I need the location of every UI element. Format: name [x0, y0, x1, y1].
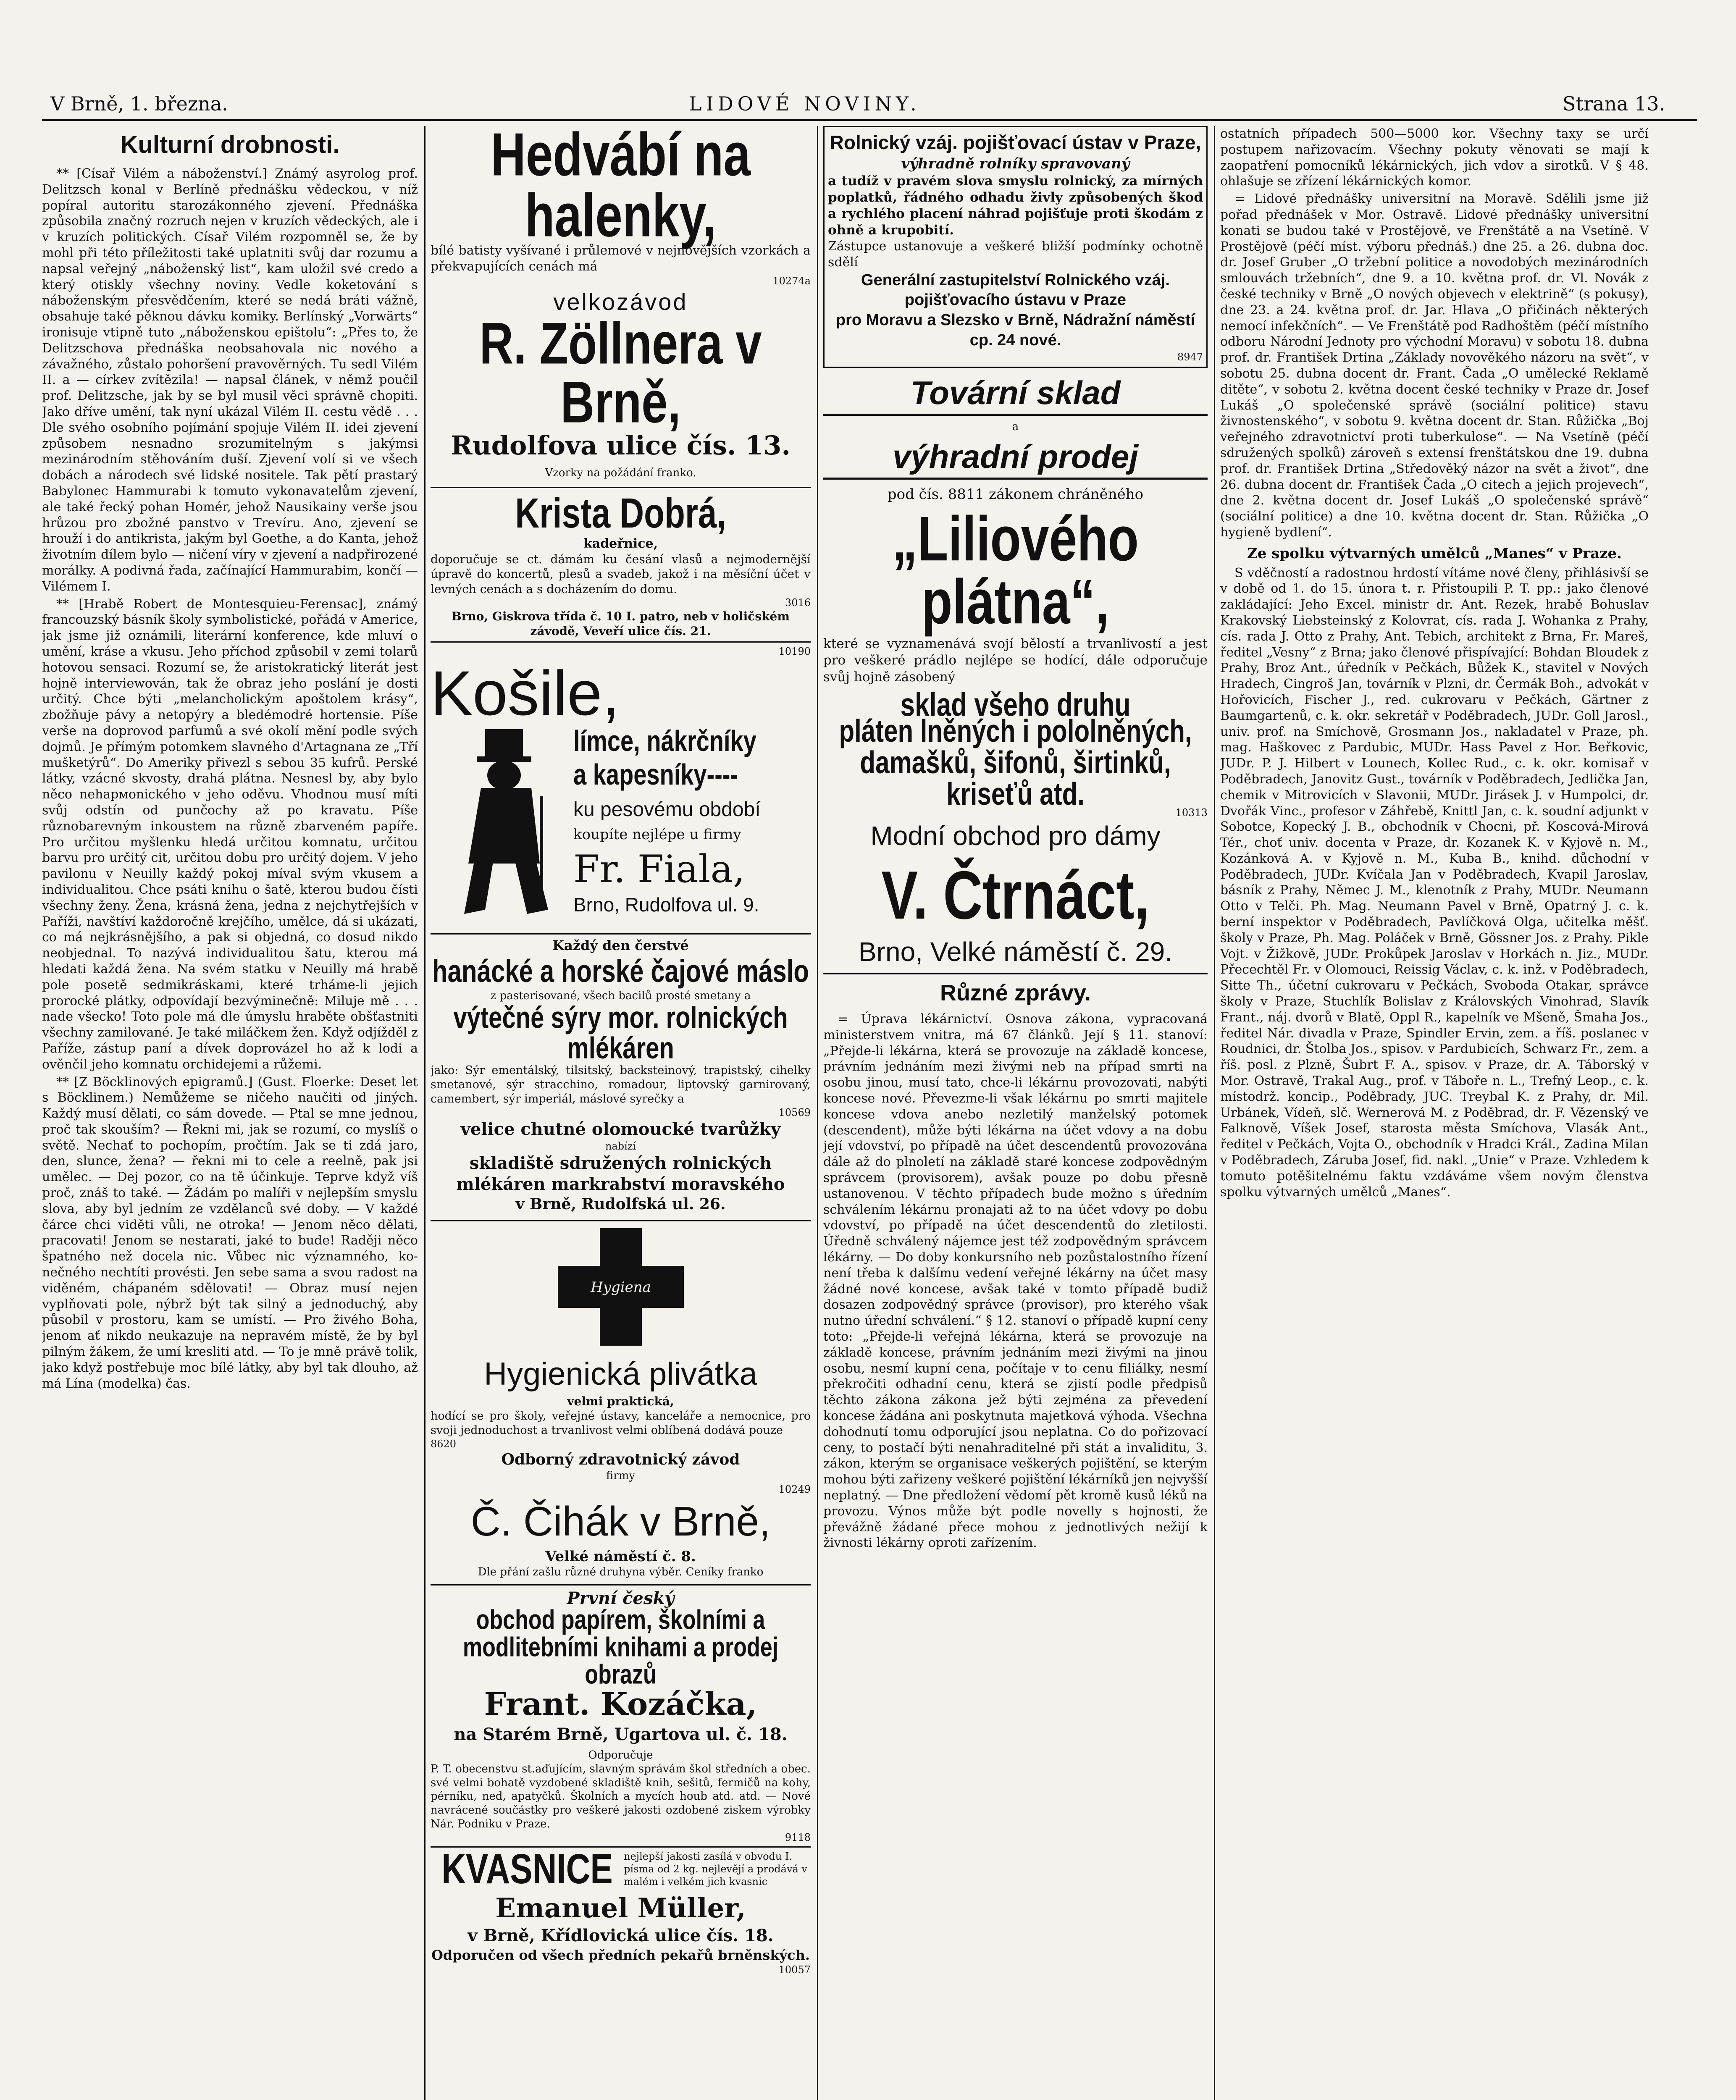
section-title: Kulturní drobnosti.: [120, 131, 340, 158]
ad-line: nabízí: [605, 1140, 636, 1152]
ad-ctrnact: [823, 372, 1208, 969]
ad-text: Zástupce ustanovuje a veškeré bližší podmínky ochotně sdělí: [828, 239, 1203, 270]
ad-zollner: [431, 126, 811, 484]
column-divider: [424, 126, 425, 2100]
ad-headline: Krista Dobrá,: [515, 491, 726, 537]
ad-address: v Brně, Křídlovická ulice čís. 18.: [467, 1926, 774, 1946]
header-rule: [42, 119, 1697, 121]
ad-headline: Hedvábí na halenky,: [491, 126, 751, 249]
ad-line: Modní obchod pro dámy: [870, 820, 1161, 851]
ad-address: v Brně, Rudolfská ul. 26.: [515, 1195, 726, 1213]
ad-number: 10569: [778, 1106, 811, 1118]
ad-headline: výhradní prodej: [823, 436, 1208, 479]
ad-divider: [431, 1846, 811, 1848]
ad-text: P. T. obecenstvu st.aďujícím, slavným správám škol středních a obec. své velmi bohatě vyzdobené skladiště knih, sešitů, fermičů na kohy, pérníku, ned, apatyčků. Školních a mycích houb atd. atd. — Nové navrácené součástky pro veškeré jakosti ozdobené ziskem výrobky Nár. Podniku v Praze.: [431, 1762, 811, 1830]
ad-divider: [431, 1220, 811, 1221]
column-divider: [1214, 126, 1215, 2100]
ad-headline: výtečné sýry mor. rolnických mlékáren: [453, 1000, 788, 1065]
ad-text: doporučuje se ct. dámám ku česání vlasů a nejmodernější úpravě do koncertů, plesů a svadeb, jakož i na měsíční účet v levných cenách a s docházením do domu.: [431, 552, 811, 596]
article-paragraph: ** [Hrabě Robert de Montesquieu-Ferensac], známý francouzský básník školy symbolistické, pořádá v Americe, jak jsme již oznámili, literární konference, kde mluví o umění, kráse a vkusu. Jeho příchod způsobil v zemi tolarů hotovou sensaci. Rozumí se, že aristokratický literát jest hojně interviewován, tak že obraz jeho poslání je dosti určitý. Chce býti „melancholickým apoštolem krásy“, zbožňuje pávy a netopýry a bledémodré hortensie. Píše verše na doprovod parfumů a své okolí mění podle svých dojmů. Je přímým potomkem slavného d'Artagnana ze „Tří mušketýrů“. Do Ameriky přivezl s sebou 35 kufrů. Perské látky, vzácné skvosty, drahá plátna. Nesnesl by, aby bylo něco nehармonického v jeho oděvu. Vhodnou musí míti svůj odstín od punčochy až po kravatu. Píše různobarevným inkoustem na různě zbarveném papíře. Pro určitou myšlenku hledá určitou komnatu, určitou barvu pro určitý cit, určitou dobu pro určitý dojem. V jeho pavilonu v Neuilly každý pokoj míval svým vkusem a individualitou. Chce psáti knihu o šatě, kterou budou čísti všechny ženy. Žena, krásná žena, jedna z nejchytřejších v Paříži, navštíví každoročně krejčího, umělce, dá si ukázati, co má nejkrásnějšího, a pak si objedná, co dosud nikdo neobjednal. To nazývá individualitou šatu, kterou má hledati každá žena. Na svém statku v Neuilly má hrabě pole posetě sedmikráskami, které trháme-li jejich prorocké plátky, odpovídají bezvýminečně: Miluje mě . . . nade všecko! Toto pole má dle úmyslu hraběte obšťastniti všechny zamilované. Je také miláčkem žen. Když odjížděl z Paříže, zástup paní a dívek doprovázel ho až k lodi a ověnčil jeho komnatu orchidejemi a růžemi.: [42, 596, 418, 1072]
ad-address: Rudolfova ulice čís. 13.: [451, 430, 791, 461]
ad-address: Brno, Giskrova třída č. 10 I. patro, neb v holičském závodě, Veveří ulice čís. 21.: [452, 609, 790, 638]
ad-headline: KVASNICE: [441, 1850, 613, 1893]
ad-address: na Starém Brně, Ugartova ul. č. 18.: [454, 1724, 788, 1744]
ad-headline: Košile,: [431, 657, 620, 728]
ad-number: 10274a: [772, 275, 811, 287]
article-paragraph: S vděčností a radostnou hrdostí vítáme nové členy, přihlásivší se v době od 1. do 15. února t. r. Přistoupili P. T. pp.: jako členové zakládající: Jeho Excel. ministr dr. Ant. Rezek, hrabě Bohuslav Krakovský Liebsteinský z Kolovrat, cís. rada J. Wohanka z Prahy, cís. rada J. Otto z Prahy, Ant. Tebich, architekt z Brna, Fr. Mareš, ředitel „Vesny“ z Brna; jako členové přispívající: Bohdan Bloudek z Prahy, Broz Ant., úředník v Pečkách, Bůžek K., stavitel v Nových Hradech, Cingroš Jan, továrník v Plzni, dr. Čermák Boh., advokát v Hořovicích, Fischer J., red. cukrovaru v Pečkách, Gärtner z Baumgartenů, c. k. okr. sekretář v Poděbradech, JUDr. Goll Jarosl., univ. prof. na Smíchově, Grosmann Jos., nakladatel v Praze, ph. mag. Haškovec z Pardubic, MUDr. Hass Pavel z Hor. Beřkovic, JUDr. P. J. Hilbert v Lounech, Kollec Rud., c. k. okr. komisař v Poděbradech, Janovitz Gust., továrník v Poděbradech, Jedlička Jan, chemik v Mitrovicích v Slavonii, MUDr. Jirásek J. v Humpolci, dr. Dvořák Vinc., profesor v Záhřebě, Knittl Jan, c. k. soudní adjunkt v Sobotce, Kopecký J. B., obchodník v Chocni, př. Koscová-Mirová Tér., choť univ. docenta v Praze, dr. Kozanek K. v Kyjově n. M., Kozánková A. v Kyjově n. M., Kuba B., knihd. důchodní v Poděbradech, JUDr. Kvíčala Jan v Poděbradech, Kvapil Jaroslav, básník z Prahy, Němec J. M., klenotník z Prahy, MUDr. Neumann Otto v Telči. Ph. Mag. Neumann Pavel v Brně, Opatrný J. c. k. berní inspektor v Poděbradech, Pavlíčková Olga, učitelka měšť. školy v Praze, Ph. Mag. Poláček v Brně, Gössner Jos. z Prahy. Pikle Vojt. v Žižkově, JUDr. Prokůpek Jaroslav v Horkách n. Jiz., MUDr. Přecechtěl Fr. v Olomouci, Reissig Václav, c. k. inž. v Poděbradech, Sitte Th., účetní cukrovaru v Pečkách, Svoboda Otakar, správce školy v Praze, Stuchlík Bolislav z Královských Vinohrad, Slavík Frant., náj. dvorů v Blatě, Oppl R., kapelník ve Mšeně, Šmaha Jos., ředitel Nár. divadla v Praze, Spindler Ervin, zem. a říš. poslanec v Roudnici, dr. Štolba Jos., spisov. v Pardubicích, Schwarz Fr., zem. a říš. posl. z Plzně, Šubrt F. A., spisov. v Praze, dr. A. Táborský v Mor. Ostravě, Trakal Aug., prof. v Táboře n. L., Trefný Leop., c. k. místodrž. koncip., Poděbrady, JUC. Treybal K. z Prahy, dr. Mil. Urbánek, Vídeň, slč. Wernerová M. z Poděbrad, dr. F. Vězenský ve Falknově, Víšek Josef, starosta města Smíchova, Vlasák Ant., ředitel v Pečkách, Vojta O., obchodník v Hradci Král., Zadina Milan v Poděbradech, Záruba Josef, fid. nakl. „Unie“ v Praze. Vzhledem k tomuto potěšitelnému faktu vzdáváme všem novým členstva spolku výtvarných umělců „Manes“.: [1220, 565, 1649, 1200]
ad-note: Dle přání zašlu různé druhyna výběr. Ceníky franko: [478, 1566, 764, 1579]
ad-line: pod čís. 8811 zákonem chráněného: [887, 486, 1144, 503]
ad-mlekarna: [431, 937, 811, 1218]
ad-line: velice chutné olomoucké tvarůžky: [460, 1119, 781, 1139]
ad-headline: Tovární sklad: [823, 372, 1208, 415]
ad-line: velmi praktická,: [567, 1394, 674, 1409]
ad-note: Vzorky na požádání franko.: [545, 467, 696, 480]
article-paragraph: = Úprava lékárnictví. Osnova zákona, vypracovaná ministerstvem vnitra, má 67 článků. Její § 11. stanoví: „Přejde-li lékárna, která se provozuje na základě koncese, právním jednáním mezi živými neb na případ smrti na osobu jinou, musí tato, chce-li lékárnu provozovati, nabýti koncese nové. Převezme-li však lékárnu po smrti majitele koncese vdova anebo nezletilý manželský potomek (descendent), může býti lékárna na účet vdovy a na dobu její vdovství, po případě na účet descendentů provozována dále až do plnoletí na základě staré koncese zodpovědným správcem (provisorem), avšak pouze po dobu přesně ustanovenou. V těchto případech bude možno s úředním schválením lékárnu pronajati až to na účet vdovy po dobu vdovství, po případě na účet descendentů do zletilosti. Úředně schválený nájemce jest též zodpovědným správcem lékárny. — Do doby konkursního neb pozůstalostního řízení není třeba k dalšímu vedení veřejné lékárny na účet masy žádné nové koncese, avšak také v tomto případě budiž dosazen zodpovědný správce (provisor), pro kterého však nutno úřední schválení.“ § 12. stanoví o případě kupní ceny toto: „Přejde-li veřejná lékárna, která se provozuje na základě koncese, právním jednáním mezi živými na jinou osobu, nesmí kupní cena, počítaje v to cenu filiálky, nesmí překročiti odhadní cenu, která se zjistí podle předpisů těchto zákona zákona jež býti zejména za převedení koncese žádána ani poskytnuta majetková výhoda. Všechna dohodnutí tomu odporující jsou neplatna. Co do pořizovací ceny, to postačí býti nenahraditelné při stát a invaliditu, 3. zákon, kterým se organisace veškerých pojištění, se kterým mohou býti zařizeny veškeré pojištění lékárníků jen nejvyšší neplatný. — Dne předložení vědomí pět kromě kusů léků na provozu. Výnos může být podle novelly s hojnosti, že převážně žádané přece mohou z jednotlivých nežijí k živnosti lékárny oproti zařízením.: [823, 1012, 1208, 1551]
ad-text: které se vyznamenává svojí bělostí a trvanlivostí a jest pro veškeré prádlo nejlépe se hodící, dále odporučuje svůj hojně zásobený: [823, 636, 1208, 685]
ad-number: 9118: [785, 1831, 811, 1843]
ad-muller: [431, 1850, 811, 1976]
ad-company: Frant. Kozáčka,: [484, 1686, 757, 1722]
ad-line: Každý den čerstvé: [552, 937, 689, 953]
ad-line: První český: [567, 1588, 675, 1609]
masthead: LIDOVÉ NOVINY.: [689, 92, 921, 115]
ad-subheadline: velkozávod: [553, 288, 688, 315]
section-title: Různé zprávy.: [940, 980, 1091, 1006]
ad-headline: pláten lněných i pololněných, damašků, šifonů, širtinků, kriseťů atd.: [839, 713, 1192, 811]
ad-rolnicky: [823, 126, 1208, 368]
article-paragraph: ** [Z Böcklinových epigramů.] (Gust. Floerke: Deset let s Böcklinem.) Nemůžeme se ničeho naučiti od jiných. Každý musí dělati, co sám dovede. — Ptal se mne jednou, proč tak skouším? — Řekni mi, jak se rozumí, co myslíš o světě. Nechať to pochopím, pročtím. Jak se ti zdá jaro, den, slunce, žena? — řekni mi to cele a reelně, pak jsi umělec. — Dej pozor, co na tě účinkuje. Teprve když víš proč, znáš to také. — Žádám po malíři v nejlepším smyslu slova, aby byl jedním ze vzdělanců své doby. — V každé čárce chci viděti vůli, ne otroka! — Jenom něco dělati, pracovati! Jenom se nestarati, jaké to bude! Raději něco špatného než docela nic. Vůbec nic významného, ko-nečného nechtíti provésti. Jen sebe sama a svou radost na viděném, chápaném sdělovati! — Obraz musí nejen vyplňovati pole, nýbrž být tak silný a jednoduchý, aby působil v prostoru, kam se umístí. — Pro živého Boha, jenom ať nikdo neukazuje na nepravém místě, že by byl pilným žákem, že umí kresliti atd. — To je mně právě tolik, jako když postřebuje moc bílé látky, aby byl tak dlouho, až má Lína (modelka) čas.: [42, 1074, 418, 1391]
gentleman-figure-icon: [435, 725, 573, 922]
ad-text: a tudíž v pravém slova smyslu rolnický, za mírných poplatků, řádného odhadu živly způsobených škod a rychlého placení náhrad pojišťuje proti škodám z ohně a krupobití.: [828, 173, 1203, 238]
ad-number: 10313: [1175, 806, 1208, 819]
article-heading: Ze spolku výtvarných umělců „Manes“ v Praze.: [1247, 545, 1622, 562]
ad-number: 10190: [778, 645, 811, 657]
ad-text: nejlepší jakosti zasílá v obvodu I. písma od 2 kg. nejlevějí a prodává v malém i velkém jich kvasnic: [624, 1850, 807, 1888]
ad-company: Fr. Fiala,: [573, 847, 745, 891]
ad-line: Odborný zdravotnický závod: [501, 1450, 740, 1468]
ad-number: 10057: [778, 1964, 811, 1976]
ad-divider: [823, 973, 1208, 974]
ad-line: límce, nákrčníky: [573, 724, 756, 757]
ad-address: Velké náměstí č. 8.: [545, 1548, 696, 1565]
ad-headline: sklad všeho druhu: [900, 686, 1131, 723]
ad-divider: [431, 487, 811, 488]
ad-address: Brno, Rudolfova ul. 9.: [573, 894, 759, 916]
ad-address: pro Moravu a Slezsko v Brně, Nádražní náměstí cp. 24 nové.: [835, 311, 1195, 349]
ad-line: a: [1012, 420, 1019, 433]
column-2-ads: [431, 126, 811, 2100]
ad-line: a kapesníky----: [573, 757, 738, 791]
ad-line: koupíte nejlépe u firmy: [573, 826, 741, 843]
ad-line: firmy: [606, 1470, 636, 1483]
ad-company: R. Zöllnera v Brně,: [479, 310, 762, 435]
ad-note: Odporučen od všech předních pekařů brněnských.: [431, 1947, 810, 1963]
ad-number: 3016: [785, 596, 811, 609]
ad-company: Emanuel Müller,: [495, 1892, 746, 1924]
cross-label: Hygiena: [590, 1278, 651, 1296]
ad-krista: [431, 491, 811, 638]
header-date: V Brně, 1. března.: [50, 92, 228, 115]
ad-text: bílé batisty vyšívané i průlemové v nejnovějších vzorkách a překvapujících cenách má: [431, 243, 811, 274]
ad-cihak: [431, 1224, 811, 1582]
ad-divider: [431, 641, 811, 643]
ad-number: 8947: [1177, 351, 1203, 363]
ad-line: ku pesovému období: [573, 798, 761, 821]
ad-kozacek: [431, 1588, 811, 1844]
cross-icon: [558, 1228, 684, 1346]
ad-divider: [431, 1584, 811, 1586]
article-paragraph: ** [Císař Vilém a náboženství.] Známý asyrolog prof. Delitzsch konal v Berlíně přednášku vědeckou, v níž popíral autoritu starozákonného zjevení. Přednáška způsobila značný rozruch nejen v kruzích vědeckých, ale i v kruzích politických. Císař Vilém rozpomněl se, že by mohl při této příležitosti také uplatniti svůj dar rozumu a napsal veřejný „náboženský list“, kam uložil své credo a který otiskly všechny noviny. Vedle koketování s náboženským přesvědčením, které se nedá bráti vážně, obsahuje také pěknou dávku komiky. Berlínský „Vorwärts“ ironisuje vtipně tuto „náboženskou epištolu“: „Přes to, že Delitzschova přednáška neobsahovala nic nového a závažného, zůstalo pohoršení pravověrných. Tu sedl Vilém II. a — církev zvítězila! — napsal článek, v němž poučil prof. Delitzsche, jak by se byl musil věci správně chopiti. Jako dříve umění, tak nyní ukázal Vilém II. cestu vědě . . . Dle svého osobního pojímání spojuje Vilém II. idei zjevení způsobem nesnadno srozumitelným s jakýmsi mezinárodním stěhováním duší. Zjevení volí si ve všech dobách a národech své lidské nositele. Tak pětí prastarý Babylonec Hammurabi k tomuto vykonavatelům zjevení, ale také řecký pohan Homér, jehož Nausikainy verše jsou hrůzou pro zbožné panstvo v Trevíru. Ano, zjevení se hrouží i do antikrista, jakým byl Goethe, a do Kanta, jehož životním dílem bylo — ničení víry v zjevení a nadpřirozené morálky. A podivná řada, začínající Hammurabim, končí — Vilémem I.: [42, 166, 418, 594]
ad-text: hodící se pro školy, veřejné ústavy, kanceláře a nemocnice, pro svoji jednoduchost a trvanlivost velmi oblíbená dodává pouze: [431, 1409, 811, 1437]
ad-headline: Rolnický vzáj. pojišťovací ústav v Praze,: [830, 131, 1201, 153]
ad-headline: Hygienická plivátka: [484, 1356, 757, 1392]
page-number: Strana 13.: [1563, 92, 1665, 115]
ad-subheadline: výhradně rolníky spravovaný: [901, 155, 1130, 172]
ad-headline: hanácké a horské čajové máslo: [432, 953, 809, 989]
ad-fiala: [431, 645, 811, 931]
ad-company: V. Čtrnáct,: [881, 857, 1150, 934]
ad-line: Odporučuje: [588, 1749, 653, 1762]
article-paragraph: ostatních případech 500—5000 kor. Všechny taxy se určí postupem nařizovacím. Všechny pokuty věnovati se mají k zaopatření pomocníků lékárnických, jich vdov a sirotků. V § 48. ohlašuje se zřízení lékárnických komor.: [1220, 126, 1649, 189]
ad-company: Generální zastupitelství Rolnického vzáj. pojišťovacího ústavu v Praze: [861, 271, 1170, 309]
ad-number: 10249: [778, 1483, 811, 1495]
ad-line: z pasterisované, všech bacilů prosté smetany a: [490, 989, 751, 1002]
ad-company: Č. Čihák v Brně,: [470, 1498, 771, 1545]
ad-text: jako: Sýr ementálský, tilsitský, backsteinový, trapistský, cihelky smetanové, sýr stracchino, romadour, liptovský garnirovaný, camembert, sýr imperiál, máslové syrečky a: [431, 1063, 811, 1105]
column-4: [1220, 126, 1649, 2100]
ad-company: skladiště sdružených rolnických mlékáren markrabství moravského: [456, 1153, 785, 1194]
column-3: [823, 126, 1208, 2100]
ad-subheadline: kadeřnice,: [583, 536, 658, 551]
article-paragraph: = Lidové přednášky universitní na Moravě. Sdělili jsme již pořad přednášek v Mor. Ostravě. Lidové přednášky universitní konati se budou také v Prostějově, ve Frenštátě a na Vsetíně. V Prostějově (péčí míst. výboru přednáš.) dne 25. a 26. dubna doc. dr. Josef Gruber „O tržební politice a novodobých mezinárodních smlouvách tržebních“, dne 9. a 10. května prof. dr. Vl. Novák z české techniky v Brně „O nových objevech v elektrině“ (s pokusy), dne 23. a 24. května prof. dr. Jar. Hlava „O přičinách některých nemocí infekčních“. — Ve Frenštátě pod Radhoštěm (péčí místního odboru Národní Jednoty pro východní Moravu) v sobotu 18. dubna prof. dr. František Drtina „Základy novověkého názoru na svět“, v sobotu 25. dubna docent dr. Frant. Čada „O umělecké Reklamě ditěte“, v sobotu 2. května docent české techniky v Praze dr. Josef Lukáš „O společenské správě (sociální politice) stavu živnostenského“, v sobotu 9. května docent dr. Stan. Růžička „Boj veřejného zdravotnictví proti tuberkulose“. — Na Vsetíně (péčí sdružených spolků) zároveň s extensí frenštátskou dne 19. dubna prof. dr. František Drtina „Středověký názor na svět a život“, dne 26. dubna docent dr. František Čada „O citech a jejich projevech“, dne 2. května docent dr. Josef Lukáš „O společenské správě“ (sociální politice) a dne 10. května docent dr. Stan. Růžička „O hygieně bydlení“.: [1220, 192, 1649, 540]
ad-divider: [431, 933, 811, 934]
ad-address: Brno, Velké náměstí č. 29.: [858, 937, 1173, 967]
ad-headline: obchod papírem, školními a modlitebními knihami a prodej obrazů: [462, 1604, 779, 1690]
ad-number: 8620: [431, 1438, 457, 1450]
ad-headline: „Liliového plátna“,: [892, 504, 1139, 638]
column-divider: [817, 126, 818, 2100]
column-1: [42, 126, 418, 2100]
